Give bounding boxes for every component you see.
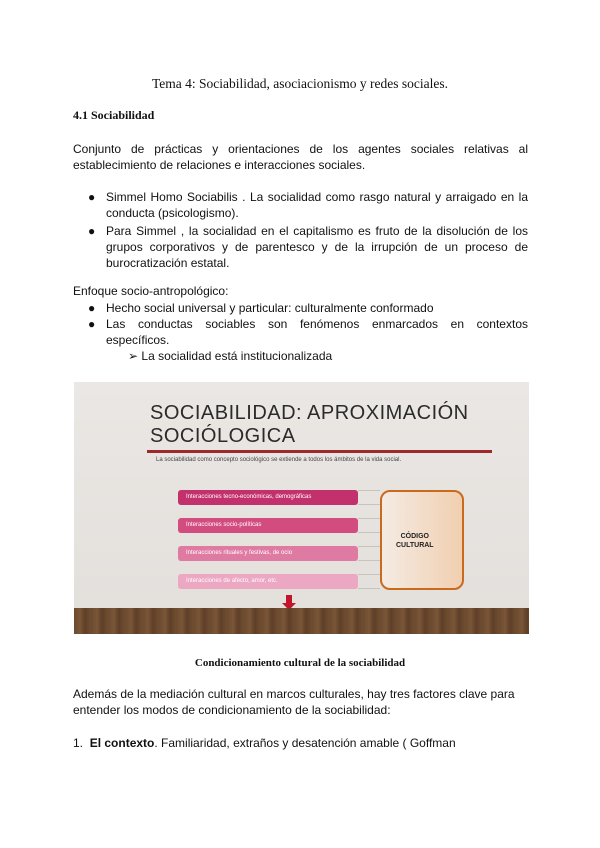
codigo-label-line: CULTURAL bbox=[396, 542, 434, 549]
bullet-icon: ● bbox=[88, 317, 96, 331]
list-item bbox=[86, 223, 528, 271]
enfoque-heading: Enfoque socio-antropológico: bbox=[73, 284, 229, 298]
bullet-list-enfoque bbox=[86, 300, 528, 348]
item-number: 1. bbox=[73, 736, 84, 750]
section-heading: 4.1 Sociabilidad bbox=[73, 108, 155, 122]
bar-connector bbox=[358, 518, 380, 533]
slide-image bbox=[74, 382, 529, 634]
bullet-icon: ● bbox=[88, 190, 96, 204]
bullet-list-simmel bbox=[86, 189, 528, 273]
list-item-text: Simmel Homo Sociabilis . La socialidad como rasgo natural y arraigado en la conducta (psicologismo). bbox=[106, 190, 528, 220]
slide-title bbox=[150, 402, 469, 448]
list-item bbox=[86, 189, 528, 221]
sub-bullet bbox=[128, 349, 332, 363]
codigo-cultural-label bbox=[396, 532, 434, 550]
figure-caption: Condicionamiento cultural de la sociabilidad bbox=[194, 657, 406, 669]
bullet-icon: ● bbox=[88, 301, 96, 315]
codigo-label-line: CÓDIGO bbox=[400, 533, 429, 540]
list-item-text: Las conductas sociables son fenómenos enmarcados en contextos específicos. bbox=[106, 317, 528, 347]
body-paragraph: Además de la mediación cultural en marcos culturales, hay tres factores clave para entender los modos de condicionamiento de la sociabilidad: bbox=[73, 687, 515, 717]
list-item bbox=[86, 300, 528, 316]
interaction-bar: Interacciones socio-políticas bbox=[178, 518, 358, 533]
interaction-bar: Interacciones tecno-económicas, demográficas bbox=[178, 490, 358, 505]
slide-title-line: SOCIABILIDAD: APROXIMACIÓN bbox=[150, 402, 469, 424]
slide-bullet-text: La sociabilidad como concepto sociológico se extiende a todos los ámbitos de la vida social. bbox=[156, 457, 402, 463]
sub-bullet-text: La socialidad está institucionalizada bbox=[141, 349, 333, 363]
document-title: Tema 4: Sociabilidad, asociacionismo y redes sociales. bbox=[152, 76, 448, 91]
item-bold-text: El contexto bbox=[89, 736, 155, 750]
interaction-bar: Interacciones de afecto, amor, etc. bbox=[178, 574, 358, 589]
bullet-icon: ● bbox=[88, 224, 96, 238]
interaction-bar: Interacciones rituales y festivas, de ocio bbox=[178, 546, 358, 561]
wood-floor-decoration bbox=[74, 608, 529, 634]
bar-connector bbox=[358, 574, 380, 589]
list-item bbox=[86, 316, 528, 348]
slide-title-line: SOCIÓLOGICA bbox=[150, 425, 296, 447]
bar-connector bbox=[358, 490, 380, 505]
arrow-bullet-icon: ➢ bbox=[128, 349, 139, 363]
numbered-item bbox=[73, 736, 456, 750]
bar-connector bbox=[358, 546, 380, 561]
list-item-text: Hecho social universal y particular: culturalmente conformado bbox=[106, 301, 434, 315]
item-text: . Familiaridad, extraños y desatención amable ( Goffman bbox=[154, 736, 456, 750]
list-item-text: Para Simmel , la socialidad en el capitalismo es fruto de la disolución de los grupos corporativos y de parentesco y de la irrupción de un proceso de burocratización estatal. bbox=[106, 224, 528, 270]
intro-paragraph: Conjunto de prácticas y orientaciones de los agentes sociales relativas al establecimiento de relaciones e interacciones sociales. bbox=[73, 142, 528, 172]
slide-divider bbox=[147, 450, 492, 453]
